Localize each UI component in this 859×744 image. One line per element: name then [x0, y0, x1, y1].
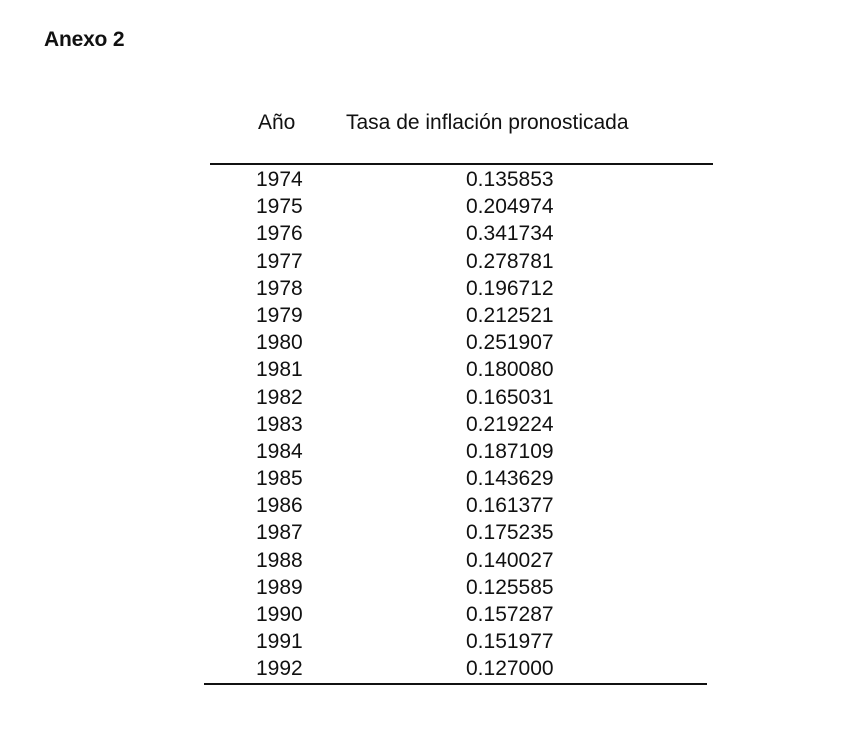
year-cell: 1980 — [256, 331, 303, 355]
inflation-rate-cell: 0.165031 — [466, 385, 554, 409]
year-cell: 1984 — [256, 439, 303, 463]
column-header-year: Año — [258, 111, 296, 134]
inflation-rate-cell: 0.212521 — [466, 303, 554, 327]
year-cell: 1992 — [256, 657, 303, 681]
table-row — [204, 166, 714, 193]
table-row — [204, 601, 714, 628]
table-row — [204, 547, 714, 574]
table-row — [204, 329, 714, 356]
year-cell: 1983 — [256, 412, 303, 436]
table-row — [204, 465, 714, 492]
year-cell: 1982 — [256, 385, 303, 409]
year-cell: 1981 — [256, 358, 303, 382]
table-row — [204, 302, 714, 329]
inflation-rate-cell: 0.187109 — [466, 439, 554, 463]
year-cell: 1988 — [256, 548, 303, 572]
table-top-rule — [210, 163, 713, 165]
year-cell: 1986 — [256, 494, 303, 518]
table-row — [204, 356, 714, 383]
table-row — [204, 248, 714, 275]
year-cell: 1987 — [256, 521, 303, 545]
year-cell: 1975 — [256, 195, 303, 219]
inflation-rate-cell: 0.125585 — [466, 575, 554, 599]
table-row — [204, 574, 714, 601]
table-row — [204, 438, 714, 465]
table-row — [204, 384, 714, 411]
year-cell: 1990 — [256, 603, 303, 626]
table-row — [204, 411, 714, 438]
table-bottom-rule — [204, 683, 707, 685]
table-row — [204, 655, 714, 682]
inflation-rate-cell: 0.151977 — [466, 630, 554, 654]
inflation-rate-cell: 0.341734 — [466, 222, 554, 246]
inflation-rate-cell: 0.219224 — [466, 412, 554, 436]
inflation-rate-cell: 0.204974 — [466, 195, 554, 219]
column-header-inflation-rate: Tasa de inflación pronosticada — [346, 111, 629, 134]
inflation-rate-cell: 0.135853 — [466, 168, 554, 191]
table-row — [204, 628, 714, 655]
inflation-rate-cell: 0.251907 — [466, 331, 554, 355]
inflation-rate-cell: 0.140027 — [466, 548, 554, 572]
page-heading: Anexo 2 — [44, 28, 125, 51]
table-row — [204, 220, 714, 247]
year-cell: 1977 — [256, 249, 303, 273]
inflation-rate-cell: 0.157287 — [466, 603, 554, 626]
table-body — [204, 166, 714, 683]
year-cell: 1989 — [256, 575, 303, 599]
year-cell: 1985 — [256, 467, 303, 491]
inflation-rate-cell: 0.278781 — [466, 249, 554, 273]
inflation-rate-cell: 0.161377 — [466, 494, 554, 518]
year-cell: 1976 — [256, 222, 303, 246]
year-cell: 1974 — [256, 168, 303, 191]
inflation-rate-cell: 0.180080 — [466, 358, 554, 382]
table-row — [204, 519, 714, 546]
table-row — [204, 193, 714, 220]
year-cell: 1979 — [256, 303, 303, 327]
inflation-rate-cell: 0.127000 — [466, 657, 554, 681]
inflation-rate-cell: 0.175235 — [466, 521, 554, 545]
inflation-rate-cell: 0.196712 — [466, 276, 554, 300]
table-row — [204, 275, 714, 302]
year-cell: 1991 — [256, 630, 303, 654]
inflation-rate-cell: 0.143629 — [466, 467, 554, 491]
table-row — [204, 492, 714, 519]
year-cell: 1978 — [256, 276, 303, 300]
